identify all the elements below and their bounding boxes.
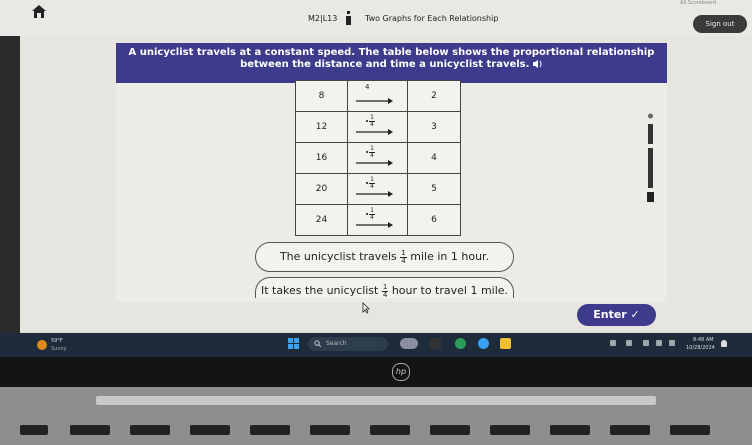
multiplier-cell (348, 143, 408, 174)
proportion-table (295, 80, 461, 236)
answer-option-1[interactable]: The unicyclist travels $\frac{1}{4}$ mile in 1 hour. (255, 242, 514, 272)
left-edge (0, 36, 20, 336)
distance-cell: 20 (296, 174, 348, 205)
multiplier-cell (348, 112, 408, 143)
time-cell: 5 (408, 174, 461, 205)
time-cell: 3 (408, 112, 461, 143)
multiplier-label: • $\frac{1}{4}$ (365, 114, 374, 128)
battery-icon[interactable] (669, 340, 675, 346)
keyboard-key (190, 425, 230, 435)
option-fraction: $\frac{1}{4}$ (401, 248, 406, 265)
speaker-icon[interactable] (533, 60, 543, 68)
clock-time[interactable]: 8:48 AM (693, 337, 714, 343)
file-explorer-icon[interactable] (500, 338, 511, 349)
wifi-icon[interactable] (643, 340, 649, 346)
chrome-browser-icon[interactable] (478, 338, 489, 349)
header-tabs[interactable]: All Scoreboard (680, 0, 717, 6)
taskbar-search[interactable] (308, 337, 388, 351)
clock-date[interactable]: 10/28/2024 (686, 345, 715, 351)
edge-browser-icon[interactable] (455, 338, 466, 349)
arrow-icon (356, 190, 394, 198)
search-icon (314, 340, 321, 347)
multiplier-label: • $\frac{1}{4}$ (365, 207, 374, 221)
weather-condition: Sunny (51, 346, 67, 352)
arrow-icon (356, 97, 394, 105)
multiplier-cell (348, 205, 408, 236)
distance-cell: 16 (296, 143, 348, 174)
distance-cell: 8 (296, 81, 348, 112)
keyboard-key (250, 425, 290, 435)
lesson-code: M2|L13 (308, 14, 338, 23)
keyboard-key (610, 425, 650, 435)
keyboard-key (310, 425, 350, 435)
keyboard-key (670, 425, 710, 435)
keyboard-key (370, 425, 410, 435)
arrow-icon (356, 221, 394, 229)
table-row (296, 81, 461, 112)
arrow-icon (356, 159, 394, 167)
time-cell: 2 (408, 81, 461, 112)
lesson-title: Two Graphs for Each Relationship (365, 14, 499, 23)
prompt-line-2: between the distance and time a unicyclist travels. (240, 59, 530, 70)
question-prompt (116, 43, 667, 83)
search-placeholder: Search (326, 340, 347, 347)
volume-icon[interactable] (656, 340, 662, 346)
multiplier-label: • $\frac{1}{4}$ (365, 176, 374, 190)
laptop-hinge (96, 396, 656, 405)
option-fraction: $\frac{1}{4}$ (382, 282, 388, 299)
notification-bell-icon[interactable] (721, 340, 727, 347)
keyboard-key (70, 425, 110, 435)
multiplier-cell (348, 174, 408, 205)
keyboard-key (490, 425, 530, 435)
progress-bar-icon (345, 11, 352, 25)
answer-option-2[interactable]: It takes the unicyclist $\frac{1}{4}$ hour to travel 1 mile. (255, 277, 514, 298)
sign-out-button[interactable]: Sign out (693, 15, 747, 33)
table-row (296, 112, 461, 143)
mouse-cursor-icon (362, 302, 371, 314)
weather-temp: 59°F (51, 338, 63, 344)
keyboard-key (550, 425, 590, 435)
table-row (296, 143, 461, 174)
arrow-icon (356, 128, 394, 136)
multiplier-cell (348, 81, 408, 112)
windows-start-icon[interactable] (288, 338, 299, 349)
multiplier-label: 4 (365, 83, 370, 91)
table-row (296, 174, 461, 205)
enter-button[interactable]: Enter ✓ (577, 304, 656, 326)
distance-cell: 12 (296, 112, 348, 143)
annotation-toolbar-icon[interactable] (646, 112, 655, 204)
distance-cell: 24 (296, 205, 348, 236)
weather-sun-icon[interactable] (37, 340, 47, 350)
multiplier-label: • $\frac{1}{4}$ (365, 145, 374, 159)
keyboard-key (130, 425, 170, 435)
laptop-bezel (0, 357, 752, 387)
keyboard-key (20, 425, 48, 435)
tray-app-icon[interactable] (610, 340, 616, 346)
table-row (296, 205, 461, 236)
home-icon[interactable] (31, 4, 47, 19)
task-view-icon[interactable] (430, 338, 441, 349)
prompt-line-1: A unicyclist travels at a constant speed. The table below shows the proportional relationship (128, 47, 655, 58)
time-cell: 6 (408, 205, 461, 236)
app-header (0, 0, 752, 36)
tray-app-icon[interactable] (626, 340, 632, 346)
hp-logo: hp (392, 363, 410, 381)
keyboard-key (430, 425, 470, 435)
time-cell: 4 (408, 143, 461, 174)
widget-app-icon[interactable] (400, 338, 418, 349)
